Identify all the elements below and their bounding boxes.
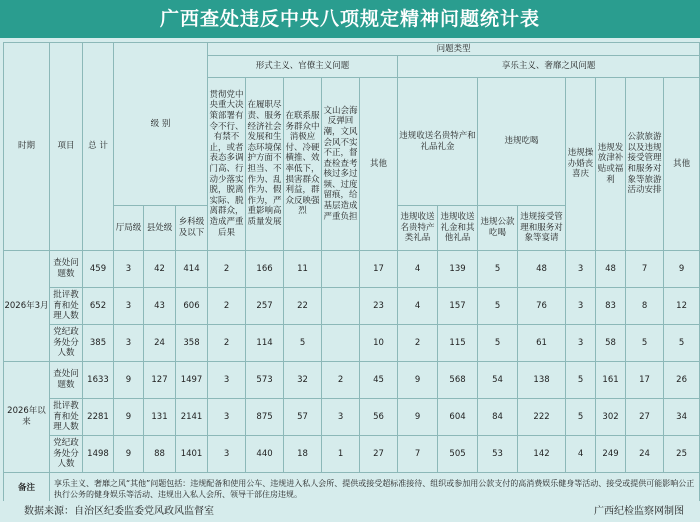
value-cell: 32 <box>284 362 322 399</box>
item-cell: 批评教育和处理人数 <box>50 399 83 436</box>
value-cell: 222 <box>518 399 566 436</box>
header-gift-specialty: 违规收送名贵特产类礼品 <box>398 206 438 251</box>
value-cell: 5 <box>566 362 596 399</box>
header-formalism-col-2: 在履职尽责、服务经济社会发展和生态环境保护方面不担当、不作为、乱作为、假作为，严重影响高质量发展 <box>246 78 284 251</box>
value-cell: 3 <box>208 399 246 436</box>
table-row <box>4 362 700 399</box>
value-cell: 4 <box>566 436 596 473</box>
value-cell: 7 <box>398 436 438 473</box>
header-hedonism-group: 享乐主义、奢靡之风问题 <box>398 56 700 78</box>
header-level-township: 乡科级及以下 <box>176 206 208 251</box>
value-cell: 257 <box>246 288 284 325</box>
value-cell: 2 <box>208 325 246 362</box>
value-cell: 18 <box>284 436 322 473</box>
value-cell: 127 <box>144 362 176 399</box>
page-title: 广西查处违反中央八项规定精神问题统计表 <box>0 0 700 38</box>
value-cell: 45 <box>360 362 398 399</box>
value-cell: 7 <box>626 251 664 288</box>
value-cell: 9 <box>114 362 144 399</box>
header-item: 项目 <box>50 43 83 251</box>
table-row <box>4 251 700 288</box>
period-cell: 2026年以来 <box>4 362 50 473</box>
header-dining-group: 违规吃喝 <box>478 78 566 206</box>
value-cell: 2281 <box>83 399 114 436</box>
value-cell: 573 <box>246 362 284 399</box>
header-gift-cash: 违规收送礼金和其他礼品 <box>438 206 478 251</box>
value-cell: 9 <box>114 436 144 473</box>
value-cell: 115 <box>438 325 478 362</box>
value-cell: 875 <box>246 399 284 436</box>
value-cell: 9 <box>398 362 438 399</box>
value-cell: 606 <box>176 288 208 325</box>
value-cell <box>322 251 360 288</box>
value-cell: 166 <box>246 251 284 288</box>
value-cell: 11 <box>284 251 322 288</box>
table-row <box>4 288 700 325</box>
value-cell: 84 <box>478 399 518 436</box>
item-cell: 党纪政务处分人数 <box>50 436 83 473</box>
value-cell: 5 <box>566 399 596 436</box>
value-cell: 1497 <box>176 362 208 399</box>
value-cell: 302 <box>596 399 626 436</box>
value-cell: 61 <box>518 325 566 362</box>
value-cell: 54 <box>478 362 518 399</box>
header-weddings: 违规操办婚丧喜庆 <box>566 78 596 251</box>
value-cell: 5 <box>626 325 664 362</box>
value-cell: 3 <box>208 436 246 473</box>
value-cell: 139 <box>438 251 478 288</box>
value-cell: 3 <box>322 399 360 436</box>
value-cell: 25 <box>664 436 700 473</box>
value-cell: 8 <box>626 288 664 325</box>
value-cell: 17 <box>626 362 664 399</box>
value-cell: 1633 <box>83 362 114 399</box>
value-cell: 459 <box>83 251 114 288</box>
header-dining-public: 违规公款吃喝 <box>478 206 518 251</box>
value-cell <box>322 288 360 325</box>
value-cell: 3 <box>566 251 596 288</box>
item-cell: 查处问题数 <box>50 251 83 288</box>
value-cell: 161 <box>596 362 626 399</box>
value-cell: 24 <box>626 436 664 473</box>
header-level-bureau: 厅局级 <box>114 206 144 251</box>
value-cell: 3 <box>566 325 596 362</box>
value-cell: 138 <box>518 362 566 399</box>
value-cell: 414 <box>176 251 208 288</box>
value-cell: 53 <box>478 436 518 473</box>
value-cell: 440 <box>246 436 284 473</box>
header-formalism-col-3: 在联系服务群众中消极应付、冷硬横推、效率低下，损害群众利益，群众反映强烈 <box>284 78 322 251</box>
value-cell: 2141 <box>176 399 208 436</box>
value-cell: 1401 <box>176 436 208 473</box>
data-source: 数据来源：自治区纪委监委党风政风监督室 <box>24 506 214 517</box>
value-cell: 3 <box>208 362 246 399</box>
header-level-group: 级 别 <box>114 43 208 206</box>
value-cell: 2 <box>398 325 438 362</box>
value-cell: 3 <box>114 288 144 325</box>
value-cell: 157 <box>438 288 478 325</box>
header-dining-banquet: 违规接受管理和服务对象等宴请 <box>518 206 566 251</box>
value-cell: 27 <box>626 399 664 436</box>
value-cell: 4 <box>398 251 438 288</box>
value-cell: 76 <box>518 288 566 325</box>
value-cell: 24 <box>144 325 176 362</box>
value-cell: 9 <box>114 399 144 436</box>
value-cell <box>322 325 360 362</box>
value-cell: 604 <box>438 399 478 436</box>
value-cell: 142 <box>518 436 566 473</box>
period-cell: 2026年3月 <box>4 251 50 362</box>
value-cell: 1498 <box>83 436 114 473</box>
value-cell: 2 <box>208 251 246 288</box>
value-cell: 4 <box>398 288 438 325</box>
header-hedonism-other: 其他 <box>664 78 700 251</box>
value-cell: 114 <box>246 325 284 362</box>
value-cell: 43 <box>144 288 176 325</box>
value-cell: 23 <box>360 288 398 325</box>
footer <box>0 501 700 522</box>
note-label: 备注 <box>4 473 50 505</box>
value-cell: 12 <box>664 288 700 325</box>
value-cell: 56 <box>360 399 398 436</box>
value-cell: 5 <box>478 325 518 362</box>
item-cell: 查处问题数 <box>50 362 83 399</box>
value-cell: 83 <box>596 288 626 325</box>
value-cell: 42 <box>144 251 176 288</box>
value-cell: 1 <box>322 436 360 473</box>
value-cell: 358 <box>176 325 208 362</box>
value-cell: 26 <box>664 362 700 399</box>
header-formalism-col-4: 文山会海反弹回潮，文风会风不实不正，督查检查考核过多过频、过度留痕，给基层造成严重负担 <box>322 78 360 251</box>
header-period: 时期 <box>4 43 50 251</box>
value-cell: 88 <box>144 436 176 473</box>
note-text: 享乐主义、奢靡之风“其他”问题包括：违规配备和使用公车、违规进入私人会所、提供或接受超标准接待、组织或参加用公款支付的高消费娱乐健身等活动、接受或提供可能影响公正执行公务的健身娱乐等活动、违规出入私人会所、领导干部住房违规。 <box>50 473 700 505</box>
value-cell: 22 <box>284 288 322 325</box>
table-row <box>4 436 700 473</box>
value-cell: 2 <box>208 288 246 325</box>
value-cell: 48 <box>596 251 626 288</box>
value-cell: 5 <box>284 325 322 362</box>
value-cell: 3 <box>114 325 144 362</box>
value-cell: 505 <box>438 436 478 473</box>
value-cell: 9 <box>664 251 700 288</box>
item-cell: 批评教育和处理人数 <box>50 288 83 325</box>
header-subsidies: 违规发放津补贴或福利 <box>596 78 626 251</box>
value-cell: 34 <box>664 399 700 436</box>
value-cell: 5 <box>478 251 518 288</box>
header-formalism-other: 其他 <box>360 78 398 251</box>
credit: 广西纪检监察网制图 <box>594 506 684 517</box>
header-formalism-col-1: 贯彻党中央重大决策部署有令不行、有禁不止，或者表态多调门高、行动少落实脱，脱离实际、脱离群众，造成严重后果 <box>208 78 246 251</box>
value-cell: 57 <box>284 399 322 436</box>
value-cell: 2 <box>322 362 360 399</box>
value-cell: 9 <box>398 399 438 436</box>
value-cell: 5 <box>478 288 518 325</box>
header-problem-type: 问题类型 <box>208 43 700 56</box>
value-cell: 58 <box>596 325 626 362</box>
header-total: 总 计 <box>83 43 114 251</box>
value-cell: 48 <box>518 251 566 288</box>
value-cell: 3 <box>566 288 596 325</box>
table-row <box>4 325 700 362</box>
item-cell: 党纪政务处分人数 <box>50 325 83 362</box>
value-cell: 5 <box>664 325 700 362</box>
value-cell: 568 <box>438 362 478 399</box>
header-formalism-group: 形式主义、官僚主义问题 <box>208 56 398 78</box>
value-cell: 27 <box>360 436 398 473</box>
value-cell: 131 <box>144 399 176 436</box>
header-level-county: 县处级 <box>144 206 176 251</box>
header-tourism: 公款旅游以及违规接受管理和服务对象等旅游活动安排 <box>626 78 664 251</box>
value-cell: 17 <box>360 251 398 288</box>
value-cell: 3 <box>114 251 144 288</box>
table-row <box>4 399 700 436</box>
value-cell: 385 <box>83 325 114 362</box>
value-cell: 652 <box>83 288 114 325</box>
header-gift-group: 违规收送名贵特产和礼品礼金 <box>398 78 478 206</box>
statistics-table <box>3 42 700 505</box>
value-cell: 10 <box>360 325 398 362</box>
value-cell: 249 <box>596 436 626 473</box>
